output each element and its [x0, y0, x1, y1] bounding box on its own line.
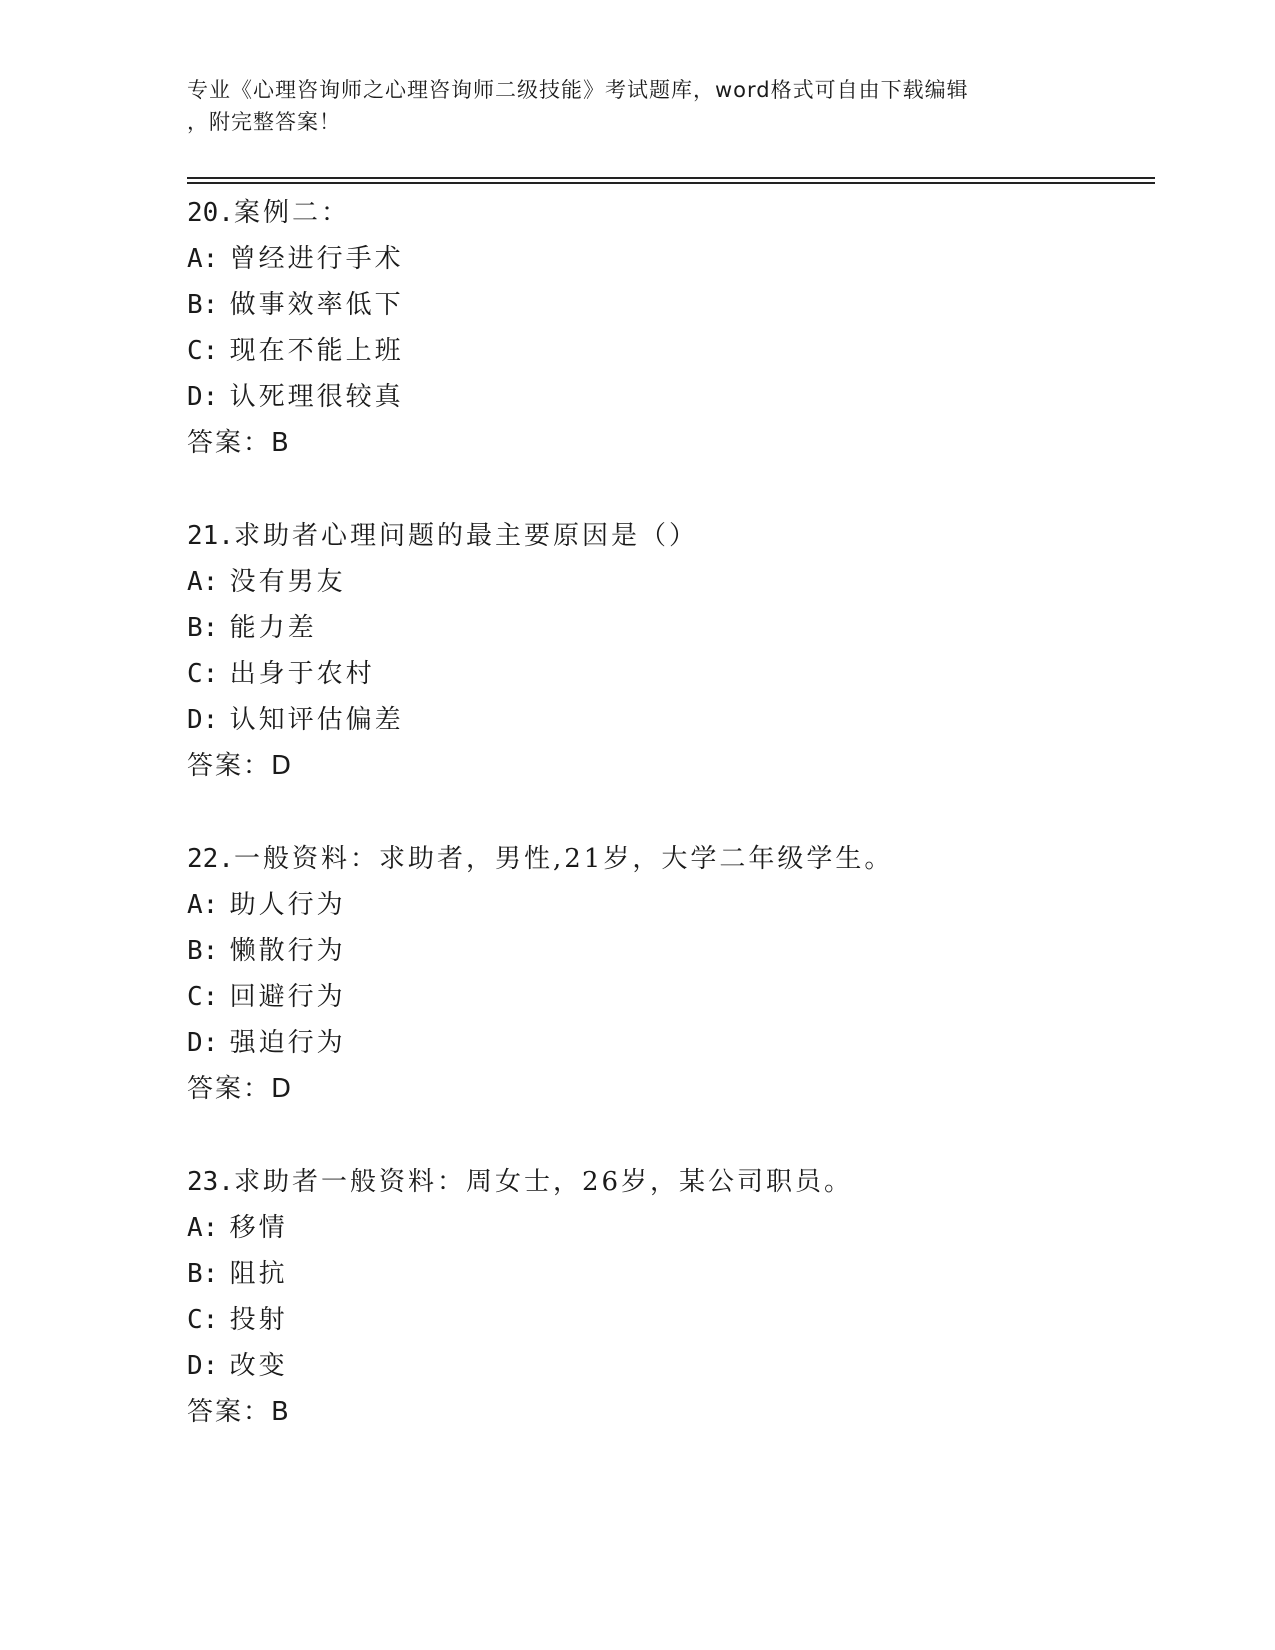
option-a — [187, 882, 1147, 928]
option-key: B: — [187, 1259, 219, 1289]
question-stem — [187, 1159, 1147, 1205]
option-b — [187, 605, 1147, 651]
question-stem — [187, 513, 1147, 559]
option-key: C: — [187, 659, 219, 689]
question-20 — [187, 190, 1147, 466]
option-text: 回避行为 — [229, 982, 346, 1012]
option-d — [187, 1343, 1147, 1389]
option-text: 没有男友 — [229, 567, 346, 597]
question-number: 22. — [187, 844, 234, 874]
option-c — [187, 1297, 1147, 1343]
option-key: A: — [187, 567, 219, 597]
question-number: 23. — [187, 1167, 234, 1197]
option-b — [187, 282, 1147, 328]
question-list — [187, 190, 1147, 1482]
question-text: 求助者心理问题的最主要原因是（） — [233, 521, 698, 551]
option-key: D: — [187, 1028, 219, 1058]
option-text: 出身于农村 — [229, 659, 375, 689]
option-key: C: — [187, 1305, 219, 1335]
option-key: C: — [187, 336, 219, 366]
option-text: 做事效率低下 — [229, 290, 404, 320]
option-a — [187, 236, 1147, 282]
option-c — [187, 974, 1147, 1020]
option-c — [187, 651, 1147, 697]
question-text: 案例二： — [233, 198, 350, 228]
question-number: 20. — [187, 198, 234, 228]
option-d — [187, 697, 1147, 743]
option-key: B: — [187, 290, 219, 320]
option-text: 曾经进行手术 — [229, 244, 404, 274]
answer-line: 答案：D — [187, 1074, 294, 1104]
question-21 — [187, 513, 1147, 789]
option-c — [187, 328, 1147, 374]
document-header — [187, 74, 1087, 138]
answer-line: 答案：B — [187, 1397, 291, 1427]
option-text: 能力差 — [229, 613, 317, 643]
question-23 — [187, 1159, 1147, 1435]
option-key: D: — [187, 705, 219, 735]
option-d — [187, 1020, 1147, 1066]
option-text: 移情 — [229, 1213, 288, 1243]
question-stem — [187, 836, 1147, 882]
option-key: B: — [187, 936, 219, 966]
option-d — [187, 374, 1147, 420]
question-text: 求助者一般资料：周女士，26岁，某公司职员。 — [233, 1167, 854, 1197]
option-text: 强迫行为 — [229, 1028, 346, 1058]
option-key: D: — [187, 382, 219, 412]
option-text: 现在不能上班 — [229, 336, 404, 366]
option-a — [187, 1205, 1147, 1251]
option-key: A: — [187, 890, 219, 920]
header-divider-bottom — [187, 182, 1155, 184]
answer-line: 答案：B — [187, 428, 291, 458]
header-line-2: ，附完整答案！ — [187, 110, 341, 134]
header-line-1: 专业《心理咨询师之心理咨询师二级技能》考试题库，word格式可自由下载编辑 — [187, 78, 969, 102]
option-text: 懒散行为 — [229, 936, 346, 966]
header-divider-top — [187, 177, 1155, 179]
option-text: 认死理很较真 — [229, 382, 404, 412]
option-key: B: — [187, 613, 219, 643]
option-text: 助人行为 — [229, 890, 346, 920]
option-key: A: — [187, 244, 219, 274]
option-a — [187, 559, 1147, 605]
option-text: 认知评估偏差 — [229, 705, 404, 735]
question-22 — [187, 836, 1147, 1112]
option-b — [187, 1251, 1147, 1297]
question-stem — [187, 190, 1147, 236]
option-text: 投射 — [229, 1305, 288, 1335]
option-b — [187, 928, 1147, 974]
option-key: D: — [187, 1351, 219, 1381]
option-key: A: — [187, 1213, 219, 1243]
option-key: C: — [187, 982, 219, 1012]
option-text: 阻抗 — [229, 1259, 288, 1289]
option-text: 改变 — [229, 1351, 288, 1381]
question-number: 21. — [187, 521, 234, 551]
answer-line: 答案：D — [187, 751, 294, 781]
question-text: 一般资料：求助者，男性,21岁，大学二年级学生。 — [233, 844, 894, 874]
